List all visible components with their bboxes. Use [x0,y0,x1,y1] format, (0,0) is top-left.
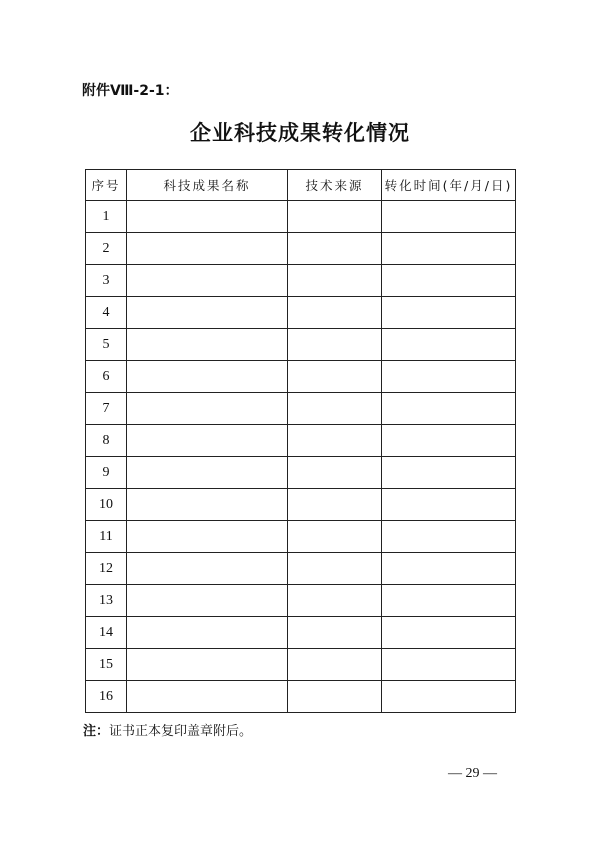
cell-source [288,681,382,713]
cell-source [288,393,382,425]
table-row [86,425,516,457]
table-row [86,297,516,329]
footnote [83,720,252,739]
cell-index: 13 [86,585,127,617]
cell-index: 1 [86,201,127,233]
cell-index: 7 [86,393,127,425]
table-row [86,489,516,521]
cell-date [382,553,516,585]
column-header-source: 技术来源 [288,170,382,201]
table-row [86,681,516,713]
cell-date [382,489,516,521]
cell-name [127,681,288,713]
cell-name [127,425,288,457]
cell-name [127,329,288,361]
cell-source [288,265,382,297]
cell-date [382,201,516,233]
cell-name [127,649,288,681]
cell-date [382,297,516,329]
cell-index: 9 [86,457,127,489]
table-row [86,393,516,425]
cell-source [288,489,382,521]
cell-index: 4 [86,297,127,329]
cell-date [382,233,516,265]
footnote-label: 注： [83,724,110,739]
table-row [86,233,516,265]
cell-source [288,617,382,649]
cell-date [382,649,516,681]
table-row [86,521,516,553]
cell-index: 6 [86,361,127,393]
table-row [86,329,516,361]
footnote-text: 证书正本复印盖章附后。 [109,724,253,739]
cell-date [382,393,516,425]
cell-name [127,617,288,649]
cell-index: 15 [86,649,127,681]
cell-source [288,361,382,393]
cell-index: 11 [86,521,127,553]
cell-name [127,585,288,617]
cell-source [288,553,382,585]
cell-name [127,553,288,585]
cell-date [382,585,516,617]
column-header-name: 科技成果名称 [127,170,288,201]
cell-name [127,521,288,553]
cell-name [127,393,288,425]
cell-index: 8 [86,425,127,457]
table-row [86,457,516,489]
cell-index: 3 [86,265,127,297]
table-row [86,265,516,297]
cell-name [127,233,288,265]
cell-date [382,361,516,393]
table-header-row [86,170,516,201]
cell-date [382,617,516,649]
attachment-label: 附件Ⅷ-2-1： [82,83,179,99]
cell-date [382,265,516,297]
table-row [86,649,516,681]
cell-date [382,457,516,489]
table-row [86,201,516,233]
cell-source [288,329,382,361]
achievements-table [85,169,516,713]
cell-source [288,649,382,681]
cell-index: 10 [86,489,127,521]
table-row [86,553,516,585]
column-header-date: 转化时间(年/月/日) [382,170,516,201]
cell-index: 12 [86,553,127,585]
cell-source [288,521,382,553]
cell-name [127,265,288,297]
cell-source [288,201,382,233]
page-title: 企业科技成果转化情况 [190,120,410,145]
cell-index: 5 [86,329,127,361]
cell-name [127,489,288,521]
table-row [86,617,516,649]
cell-index: 16 [86,681,127,713]
cell-name [127,457,288,489]
cell-source [288,297,382,329]
cell-date [382,521,516,553]
page-number: — 29 — [448,766,497,781]
table-row [86,361,516,393]
table-row [86,585,516,617]
column-header-index: 序号 [86,170,127,201]
cell-name [127,361,288,393]
cell-name [127,297,288,329]
cell-source [288,425,382,457]
cell-date [382,681,516,713]
cell-index: 14 [86,617,127,649]
cell-date [382,329,516,361]
cell-source [288,585,382,617]
cell-date [382,425,516,457]
cell-index: 2 [86,233,127,265]
cell-name [127,201,288,233]
cell-source [288,233,382,265]
cell-source [288,457,382,489]
